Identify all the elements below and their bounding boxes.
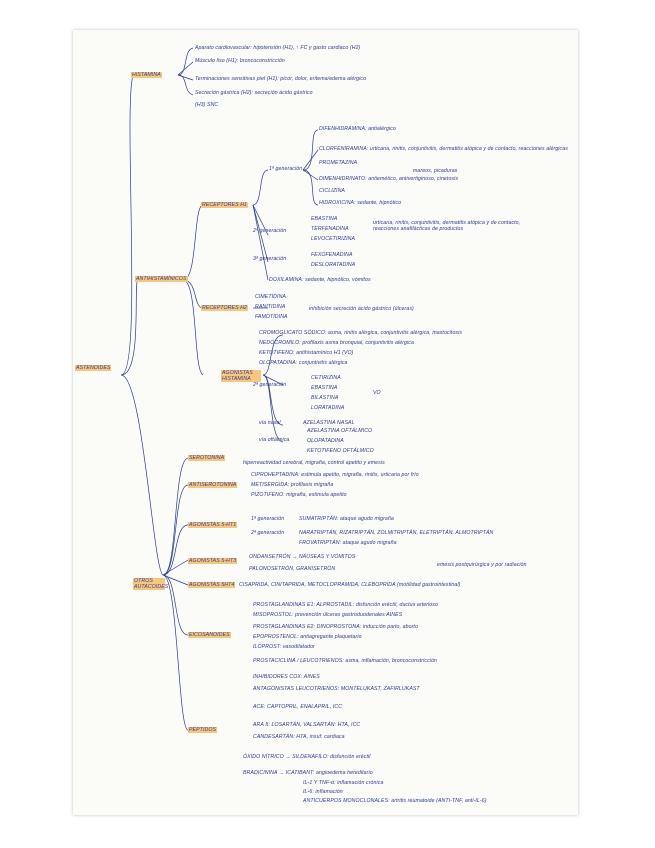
eicos-item-7: INHIBIDORES COX: AINES	[253, 674, 320, 680]
peptidos-label: PÉPTIDOS	[189, 727, 217, 733]
primera-item-5: CICLIZINA	[319, 188, 345, 194]
doxilamina: DOXILAMINA: sedante, hipnótico, vómitos	[269, 277, 371, 283]
ht3-item-2: PALONOSETRÓN, GRANISETRÓN	[249, 566, 336, 572]
histamina-line-1: Aparato cardiovascular: hipotensión (H1), ↑ FC y gasto cardiaco (H2)	[195, 45, 361, 51]
segunda-item-2: TERFENADINA	[311, 226, 349, 232]
via-oft-item-2: OLOPATADINA	[307, 438, 344, 444]
primera-item-3: PROMETAZINA	[319, 160, 358, 166]
agonistas-5ht4-label: AGONISTAS 5HT4	[189, 582, 235, 588]
primera-item-6: HIDROXICINA: sedante, hipnótico	[319, 200, 402, 206]
vias-segunda-item-1: CETIRIZINA	[311, 375, 341, 381]
eicos-item-2: MISOPROSTOL: prevención úlceras gastroduodenales AINES	[253, 612, 403, 618]
via-nasal-label: vía nasal	[259, 420, 281, 426]
receptores-h2-label: RECEPTORES H2	[202, 305, 248, 311]
vias-segunda-item-3: BILASTINA	[311, 395, 339, 401]
tercera-gen-label: 3ª generación	[253, 256, 287, 262]
eicos-item-5: ILOPROST: vasodilatador	[253, 644, 315, 650]
root-label: ASTENOIDES	[76, 365, 111, 371]
serotonina-label: SEROTONINA	[189, 455, 225, 461]
peptido-item-6: IL-1 Y TNF-α: inflamación crónica	[303, 780, 384, 786]
primera-item-2: CLORFENIRAMINA: urticaria, rinitis, conjuntivitis, dermatitis atópica y de contacto, reacciones alérgicas	[319, 146, 568, 152]
ht4-item: CISAPRIDA, CINITAPRIDA, METOCLOPRAMIDA, CLEBOPRIDA (motilidad gastrointestinal)	[239, 582, 461, 588]
vias-segunda-item-4: LORATADINA	[311, 405, 345, 411]
ht3-note: emesis postquirúrgica y por radiación	[437, 562, 527, 568]
h2-note: inhibición secreción ácido gástrico (úlceras)	[309, 306, 414, 312]
via-item-1: CROMOGLICATO SÓDICO: asma, rinitis alérgica, conjuntivitis alérgica, mastocitosis	[259, 330, 463, 336]
receptores-h1-label: RECEPTORES H1	[202, 202, 248, 208]
via-oft-item-3: KETOTIFENO OFTÁLMICO	[307, 448, 374, 454]
agonistas-label: AGONISTAS HISTAMINA	[221, 370, 261, 382]
histamina-line-4: Secreción gástrica (H2): secreción ácido gástrico	[195, 90, 313, 96]
antiserotonina-label: ANTISEROTONINA	[189, 482, 237, 488]
via-nasal-item: AZELASTINA NASAL	[303, 420, 355, 426]
histamina-line-2: Músculo liso (H1): broncoconstricción	[195, 58, 285, 64]
primera-gen-label: 1ª generación	[269, 166, 303, 172]
otros-autacoides-label: OTROS AUTACOIDES	[134, 578, 169, 590]
via-oftalmica-label: vía oftálmica	[259, 437, 290, 443]
segunda-gen-label: 2ª generación	[253, 228, 287, 234]
peptido-item-7: IL-6: inflamación	[303, 789, 343, 795]
eicos-item-1: PROSTAGLANDINAS E1: ALPROSTADIL: disfunción eréctil, ductus arterioso	[253, 602, 438, 608]
primera-item-1: DIFENHIDRAMINA: antialérgico	[319, 126, 396, 132]
primera-item-4: DIMENHIDRINATO: antiemético, antivertiginoso, cinetosis	[319, 176, 459, 182]
agonistas-gen2-item-1: NARATRIPTÁN, RIZATRIPTÁN, ZOLMITRIPTÁN, ELETRIPTÁN, ALMOTRIPTÁN	[299, 530, 494, 536]
tercera-item-2: DESLORATADINA	[311, 262, 356, 268]
segunda-note: urticaria, rinitis, conjuntivitis, dermatitis atópica y de contacto, reacciones anafilácticas de productos	[373, 220, 521, 232]
histamina-line-5: (H3) SNC	[195, 102, 219, 108]
via-item-2: NEDOCROMILO: profilaxis asma bronquial, conjuntivitis alérgica	[259, 340, 414, 346]
eicos-item-3: PROSTAGLANDINAS E2: DINOPROSTONA: inducción parto, aborto	[253, 624, 418, 630]
agonistas-gen-2: 2ª generación	[251, 530, 285, 536]
primera-note: mareos, picaduras	[413, 168, 458, 174]
antiserotonina-item-3: PIZOTIFENO: migraña, estimula apetito	[251, 492, 347, 498]
antihistaminicos-label: ANTIHISTAMÍNICOS	[136, 276, 187, 282]
via-oft-item-1: AZELASTINA OFTÁLMICO	[307, 428, 373, 434]
peptido-item-3: CANDESARTÁN: HTA, insuf. cardiaca	[253, 734, 345, 740]
segunda-item-1: EBASTINA	[311, 216, 338, 222]
serotonina-desc: hiperreactividad cerebral, migraña, control apetito y emesis	[243, 460, 385, 466]
vias-segunda-item-2: EBASTINA	[311, 385, 338, 391]
antiserotonina-item-2: METISERGIDA: profilaxis migraña	[251, 482, 334, 488]
h2-item-3: FAMOTIDINA	[255, 314, 288, 320]
antiserotonina-item-1: CIPROHEPTADINA: estimula apetito, migraña, rinitis, urticaria por frío	[251, 472, 419, 478]
eicos-item-4: EPOPROSTENOL: antiagregante plaquetario	[253, 634, 362, 640]
via-item-3: KETOTIFENO: antihistamínico H1 (VO)	[259, 350, 354, 356]
histamina-label: HISTAMINA	[132, 72, 161, 78]
eicos-item-8: ANTAGONISTAS LEUCOTRIENOS: MONTELUKAST, ZAFIRLUKAST	[253, 686, 420, 692]
eicosanoides-label: EICOSANOIDES	[189, 632, 230, 638]
notebook-page	[73, 30, 578, 815]
h2-item-1: CIMETIDINA	[255, 294, 286, 300]
histamina-line-3: Terminaciones sensitivas piel (H1): picor, dolor, eritema/edema alérgico	[195, 76, 367, 82]
peptido-item-4: ÓXIDO NÍTRICO → SILDENAFILO: disfunción eréctil	[243, 754, 371, 760]
tercera-item-1: FEXOFENADINA	[311, 252, 353, 258]
peptido-item-8: ANTICUERPOS MONOCLONALES: artritis reumatoide (ANTI-TNF, anti-IL-6)	[303, 798, 487, 804]
via-item-4: OLOPATADINA: conjuntivitis alérgica	[259, 360, 348, 366]
agonistas-gen-1: 1ª generación	[251, 516, 285, 522]
peptido-item-5: BRADICININA → ICATIBANT: angioedema hereditario	[243, 770, 373, 776]
agonistas-5ht1-label: AGONISTAS 5-HT1	[189, 522, 237, 528]
vias-segunda-note: VO	[373, 390, 381, 396]
ht3-item-1: ONDANSETRÓN → NÁUSEAS Y VÓMITOS	[249, 554, 356, 560]
agonistas-5ht3-label: AGONISTAS 5-HT3	[189, 558, 237, 564]
h2-item-2: RANITIDINA	[255, 304, 286, 310]
vias-segunda-label: 2ª generación	[253, 382, 287, 388]
peptido-item-2: ARA II: LOSARTÁN, VALSARTÁN: HTA, ICC	[253, 722, 361, 728]
segunda-item-3: LEVOCETIRIZINA	[311, 236, 356, 242]
agonistas-item: SUMATRIPTÁN: ataque agudo migraña	[299, 516, 394, 522]
eicos-item-6: PROSTACICLINA / LEUCOTRIENOS: asma, inflamación, broncoconstricción	[253, 658, 437, 664]
agonistas-gen2-item-2: FROVATRIPTÁN: ataque agudo migraña	[299, 540, 397, 546]
peptido-item-1: ACE: CAPTOPRIL, ENALAPRIL, ICC	[253, 704, 343, 710]
